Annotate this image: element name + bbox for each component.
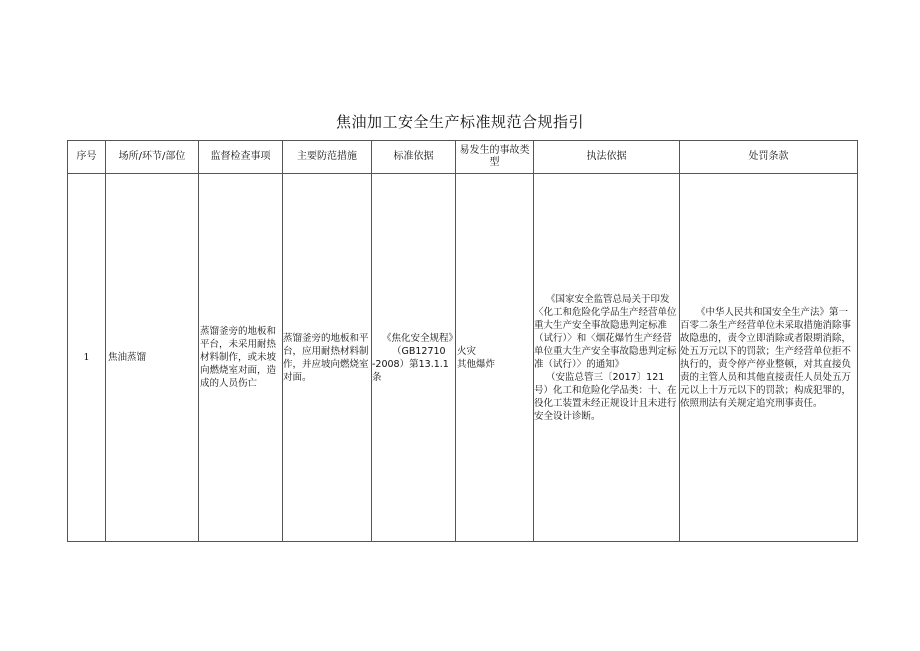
header-inspection: 监督检查事项 xyxy=(199,141,283,174)
header-penalty: 处罚条款 xyxy=(680,141,858,174)
cell-inspection: 蒸馏釜旁的地板和平台，未采用耐热材料制作，或未坡向燃烧室对面，造成的人员伤亡 xyxy=(199,174,283,542)
header-accident: 易发生的事故类型 xyxy=(456,141,534,174)
cell-law xyxy=(534,174,680,542)
table-header-row xyxy=(68,141,858,174)
header-measures: 主要防范措施 xyxy=(283,141,372,174)
accident-type-fire: 火灾 xyxy=(457,345,477,357)
header-law: 执法依据 xyxy=(534,141,680,174)
document-title: 焦油加工安全生产标准规范合规指引 xyxy=(335,113,584,131)
cell-standard xyxy=(372,174,459,542)
accident-type-explosion: 其他爆炸 xyxy=(457,358,496,370)
table-row xyxy=(68,174,858,542)
cell-seq: 1 xyxy=(68,174,106,542)
penalty-text: 《中华人民共和国安全生产法》第一百零二条生产经营单位未采取措施消除事故隐患的，责令立即消除或者限期消除，处五万元以下的罚款；生产经营单位拒不执行的，责令停产停业整顿，对其直接负责的主管人员和其他直接责任人员处五万元以上十万元以下的罚款；构成犯罪的，依照刑法有关规定追究刑事责任。 xyxy=(680,306,852,409)
standard-clause: -2008）第13.1.1条 xyxy=(372,358,449,383)
law-detail: （安监总管三〔2017〕121号）化工和危险化学品类：十、在役化工装置未经正规设计且未进行安全设计诊断。 xyxy=(534,371,677,422)
header-seq: 序号 xyxy=(68,141,106,174)
standard-name: 《焦化安全规程》 xyxy=(382,332,459,344)
cell-place: 焦油蒸馏 xyxy=(106,174,199,542)
cell-accident xyxy=(456,174,534,542)
compliance-table xyxy=(67,140,858,542)
standard-code: （GB12710 xyxy=(392,345,446,357)
header-place: 场所/环节/部位 xyxy=(106,141,199,174)
cell-penalty xyxy=(680,174,858,542)
header-standard: 标准依据 xyxy=(372,141,456,174)
law-notice: 《国家安全监管总局关于印发〈化工和危险化学品生产经营单位重大生产安全事故隐患判定标准（试行）〉和〈烟花爆竹生产经营单位重大生产安全事故隐患判定标准（试行）〉的通知》 xyxy=(534,293,677,370)
cell-measures: 蒸馏釜旁的地板和平台，应用耐热材料制作，并应坡向燃烧室对面。 xyxy=(283,174,372,542)
